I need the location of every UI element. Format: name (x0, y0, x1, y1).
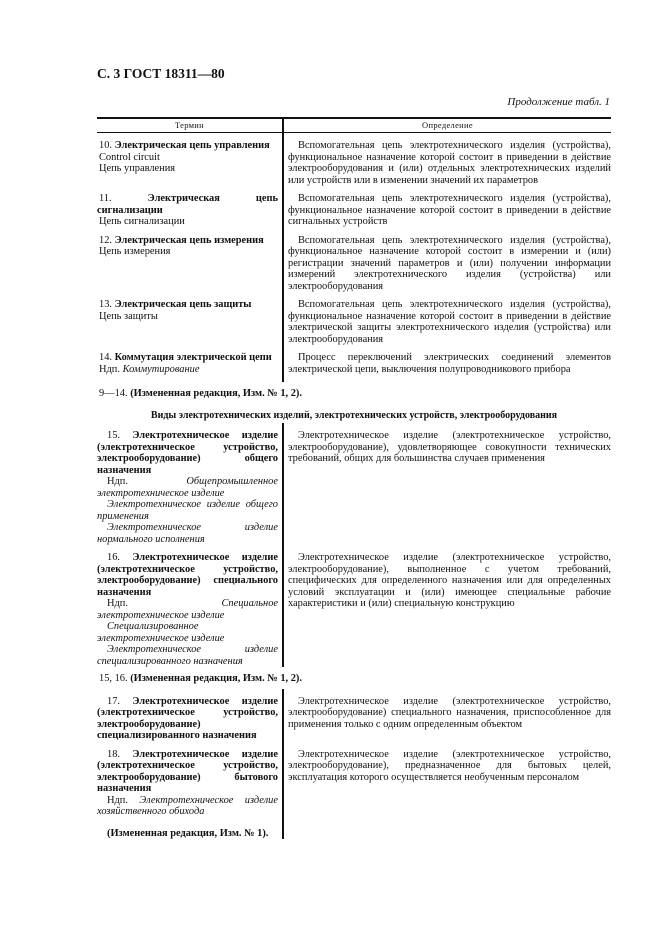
table-row-15 (97, 423, 611, 545)
term-10: 10. Электрическая цепь управления Control circuit Цепь управления (99, 140, 270, 174)
definition-18: Электротехническое изделие (электротехническое устройство, электрооборудование), предназначенное для бытовых целей, эксплуатация которого осуществляется необученным персоналом (282, 742, 611, 840)
definition-10: Вспомогательная цепь электротехнического изделия (устройства), функциональное назначение которой состоит в приведении в действие электрооборудования и (или) отдельных электротехнических изделий или устройств или в изменении значений их параметров (282, 133, 611, 186)
table-row-11 (97, 186, 611, 228)
page-header: С. 3 ГОСТ 18311—80 (97, 66, 225, 81)
table-row-16 (97, 545, 611, 667)
table-row-12 (97, 228, 611, 293)
term-18: 18. Электротехническое изделие (электротехническое устройство, электрооборудование) бытового назначения Ндп. Электротехническое изделие хозяйственного обихода (Измененная редакция, Изм. № 1). (97, 748, 278, 839)
table-row-13 (97, 292, 611, 345)
term-16: 16. Электротехническое изделие (электротехническое устройство, электрооборудование) специального назначения Ндп. Специальное электротехническое изделие Специализированное электротехническое изделие Электротехническое изделие специализированного назначения (97, 552, 278, 667)
definition-12: Вспомогательная цепь электротехнического изделия (устройства), функциональное назначение которой состоит в измерении и (или) регистрации значений параметров и (или) получении информации измерений электротехнического изделия (устройства) или электрооборудования (282, 228, 611, 293)
table-row-18 (97, 742, 611, 840)
table-row-17 (97, 689, 611, 742)
table-row-14 (97, 345, 611, 382)
definition-17: Электротехническое изделие (электротехническое устройство, электрооборудование) специального назначения, приспособленное для применения только с одним определенным объектом (282, 689, 611, 742)
term-17: 17. Электротехническое изделие (электротехническое устройство, электрооборудование) специализированного назначения (97, 695, 278, 741)
table-header (97, 117, 611, 133)
section-title: Виды электротехнических изделий, электротехнических устройств, электрооборудования (150, 409, 558, 421)
term-11: 11. Электрическая цепь сигнализации Цепь сигнализации (97, 193, 278, 227)
term-14: 14. Коммутация электрической цепи Ндп. Коммутирование (99, 352, 272, 375)
column-header-term: Термин (174, 120, 205, 130)
column-header-definition: Определение (282, 119, 611, 132)
definition-15: Электротехническое изделие (электротехническое устройство, электрооборудование), удовлетворяющее совокупности технических требований, общих для большинства случаев применения (282, 423, 611, 545)
term-13: 13. Электрическая цепь защиты Цепь защиты (99, 299, 252, 322)
definition-13: Вспомогательная цепь электротехнического изделия (устройства), функциональное назначение которой состоит в приведении в действие электрической защиты электротехнического изделия (устройства) или электрооборудования (282, 292, 611, 345)
table-continuation-label: Продолжение табл. 1 (507, 96, 610, 108)
definition-16: Электротехническое изделие (электротехническое устройство, электрооборудование), выполненное с учетом требований, специфических для определенного назначения или для определенных условий эксплуатации и (или) имеющее специальные рабочие характеристики и (или) специальную конструкцию (282, 545, 611, 667)
amendment-note-9-14: 9—14. (Измененная редакция, Изм. № 1, 2). (99, 388, 302, 399)
definition-11: Вспомогательная цепь электротехнического изделия (устройства), функциональное назначение которой состоит в приведении в действие сигнальных устройств (282, 186, 611, 228)
term-15: 15. Электротехническое изделие (электротехническое устройство, электрооборудование) общего назначения Ндп. Общепромышленное электротехническое изделие Электротехническое изделие общего применения Электротехническое изделие нормального исполнения (97, 430, 278, 545)
terms-table (97, 117, 611, 839)
term-12: 12. Электрическая цепь измерения Цепь измерения (99, 234, 264, 257)
definition-14: Процесс переключений электрических соединений элементов электрической цепи, выключения полупроводникового прибора (282, 345, 611, 382)
table-row-10 (97, 133, 611, 186)
amendment-note-15-16: 15, 16. (Измененная редакция, Изм. № 1, 2). (99, 673, 302, 684)
